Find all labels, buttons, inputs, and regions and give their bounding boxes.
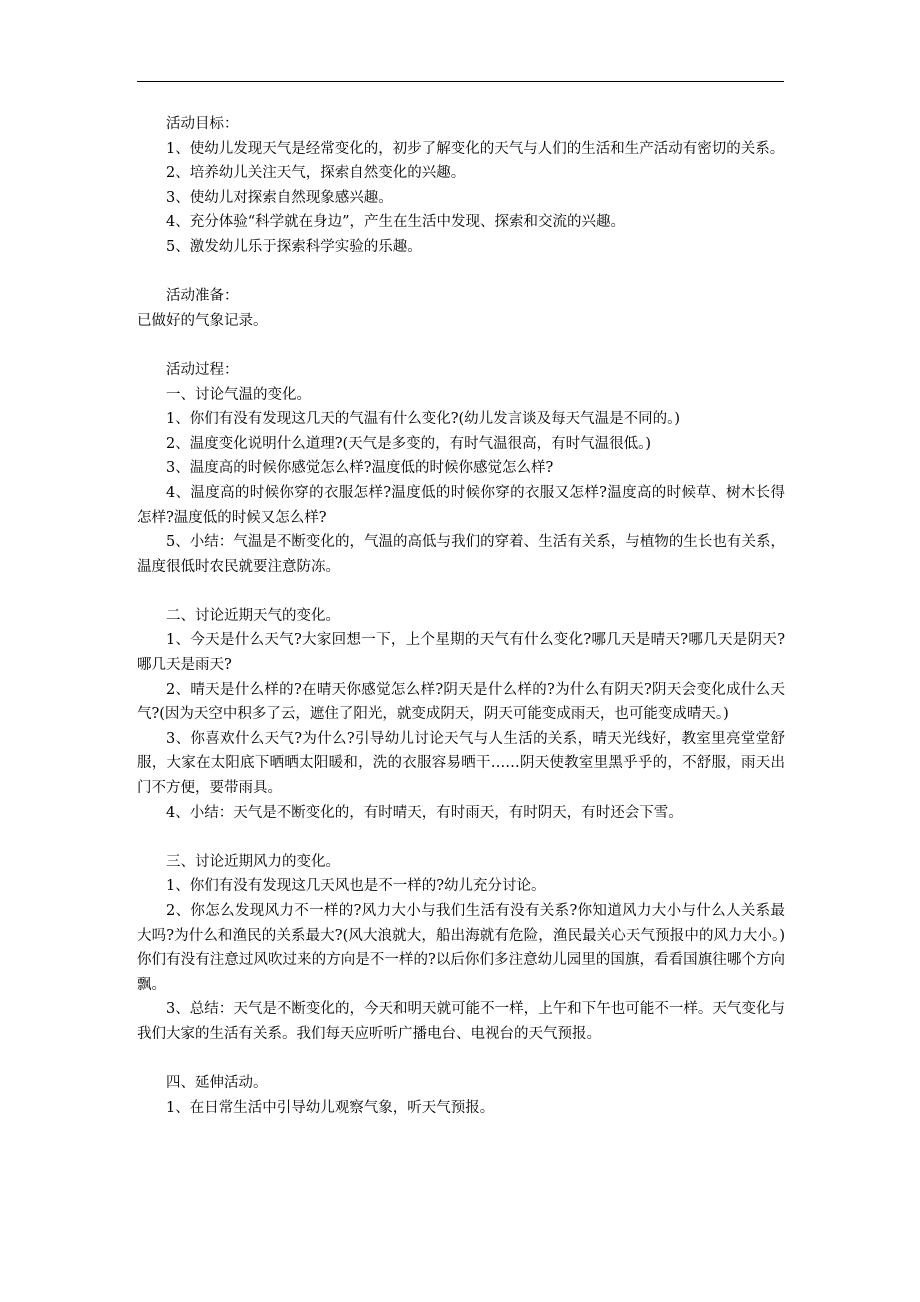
spacer [137,579,785,604]
process-heading: 活动过程： [166,361,239,378]
goal-item: 3、使幼儿对探索自然现象感兴趣。 [166,189,393,206]
process-item: 2、晴天是什么样的?在晴天你感觉怎么样?阴天是什么样的?为什么有阴天?阴天会变化成什么天气?(因为天空中积多了云，遮住了阳光，就变成阴天，阴天可能变成雨天，也可能变成晴天。) [137,681,785,723]
section-title: 一、讨论气温的变化。 [166,386,311,403]
process-item: 4、温度高的时候你穿的衣服怎样?温度低的时候你穿的衣服又怎样?温度高的时候草、树木长得怎样?温度低的时候又怎么样? [137,484,785,526]
process-item: 2、你怎么发现风力不一样的?风力大小与我们生活有没有关系?你知道风力大小与什么人关系最大吗?为什么和渔民的关系最大?(风大浪就大，船出海就有危险，渔民最关心天气预报中的风力大小。)你们有没有注意过风吹过来的方向是不一样的?以后你们多注意幼儿园里的国旗，看看国旗往哪个方向飘。 [137,903,785,993]
section-title: 四、延伸活动。 [166,1075,268,1092]
process-item: 1、你们有没有发现这几天的气温有什么变化?(幼儿发言谈及每天气温是不同的。) [166,411,681,428]
process-item: 1、在日常生活中引导幼儿观察气象，听天气预报。 [166,1099,495,1116]
process-item: 3、总结：天气是不断变化的，今天和明天就可能不一样，上午和下午也可能不一样。天气变化与我们大家的生活有关系。我们每天应听听广播电台、电视台的天气预报。 [137,1001,785,1042]
section-title: 三、讨论近期风力的变化。 [166,853,340,870]
document-body [137,112,785,1120]
process-item: 2、温度变化说明什么道理?(天气是多变的，有时气温很高，有时气温很低。) [166,435,652,452]
process-item: 5、小结：气温是不断变化的，气温的高低与我们的穿着、生活有关系，与植物的生长也有关系，温度很低时农民就要注意防冻。 [137,534,785,575]
process-item: 1、你们有没有发现这几天风也是不一样的?幼儿充分讨论。 [166,878,546,895]
spacer [137,1047,785,1072]
process-item: 3、你喜欢什么天气?为什么?引导幼儿讨论天气与人生活的关系，晴天光线好，教室里亮堂堂舒服，大家在太阳底下晒晒太阳暖和，洗的衣服容易晒干……阴天使教室里黑乎乎的，不舒服，雨天出门不方便，要带雨具。 [137,730,785,797]
goal-item: 2、培养幼儿关注天气，探索自然变化的兴趣。 [166,165,466,182]
spacer [137,825,785,850]
prep-text: 已做好的气象记录。 [137,312,268,329]
goal-item: 5、激发幼儿乐于探索科学实验的乐趣。 [166,238,422,255]
process-item: 3、温度高的时候你感觉怎么样?温度低的时候你感觉怎么样? [166,460,554,477]
spacer [137,333,785,358]
goal-item: 4、充分体验“科学就在身边”，产生在生活中发现、探索和交流的兴趣。 [166,214,626,231]
process-item: 1、今天是什么天气?大家回想一下，上个星期的天气有什么变化?哪几天是晴天?哪几天是阴天?哪几天是雨天? [137,632,785,674]
section-title: 二、讨论近期天气的变化。 [166,607,340,624]
goals-heading: 活动目标： [166,116,239,132]
header-rule [137,81,784,82]
prep-heading: 活动准备： [166,288,239,305]
spacer [137,260,785,285]
process-item: 4、小结：天气是不断变化的，有时晴天，有时雨天，有时阴天，有时还会下雪。 [166,804,683,821]
goal-item: 1、使幼儿发现天气是经常变化的，初步了解变化的天气与人们的生活和生产活动有密切的关系。 [166,140,785,157]
